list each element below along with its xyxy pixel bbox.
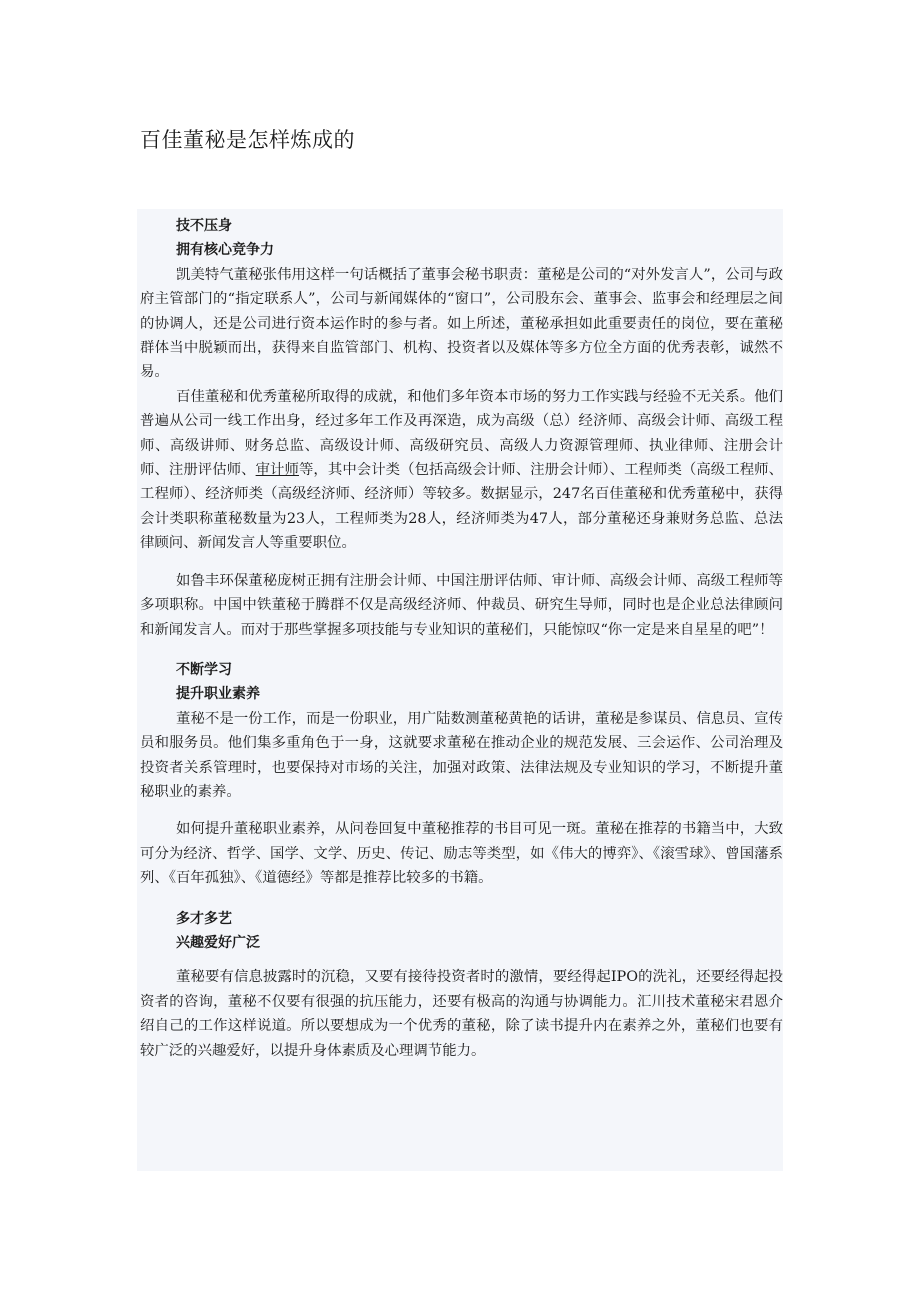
paragraph-1-3: 如鲁丰环保董秘庞树正拥有注册会计师、中国注册评估师、审计师、高级会计师、高级工程师等多项职称。中国中铁董秘于腾群不仅是高级经济师、仲裁员、研究生导师，同时也是企业总法律顾问和新闻发言人。而对于那些掌握多项技能与专业知识的董秘们，只能惊叹“你一定是来自星星的吧”！: [140, 572, 783, 638]
section-heading-3a: 多才多艺: [176, 910, 232, 927]
paragraph-1-2: [140, 385, 783, 556]
paragraph-2-1: 董秘不是一份工作，而是一份职业，用广陆数测董秘黄艳的话讲，董秘是参谋员、信息员、宣传员和服务员。他们集多重角色于一身，这就要求董秘在推动企业的规范发展、三会运作、公司治理及投资者关系管理时，也要保持对市场的关注，加强对政策、法律法规及专业知识的学习，不断提升董秘职业的素养。: [140, 710, 783, 800]
paragraph-3-1: 董秘要有信息披露时的沉稳，又要有接待投资者时的激情，要经得起IPO的洗礼，还要经得起投资者的咨询，董秘不仅要有很强的抗压能力，还要有极高的沟通与协调能力。汇川技术董秘宋君恩介绍自己的工作这样说道。所以要想成为一个优秀的董秘，除了读书提升内在素养之外，董秘们也要有较广泛的兴趣爱好，以提升身体素质及心理调节能力。: [140, 969, 783, 1059]
section-heading-1a: 技不压身: [176, 218, 232, 234]
auditor-link[interactable]: 审计师: [255, 462, 299, 479]
section-heading-3b: 兴趣爱好广泛: [176, 934, 260, 951]
paragraph-2-2: 如何提升董秘职业素养，从问卷回复中董秘推荐的书目可见一斑。董秘在推荐的书籍当中，大致可分为经济、哲学、国学、文学、历史、传记、励志等类型，如《伟大的博弈》、《滚雪球》、曾国藩系列、《百年孤独》、《道德经》等都是推荐比较多的书籍。: [140, 821, 783, 887]
article-body: [140, 214, 783, 1063]
paragraph-1-2-text-b: 等，其中会计类（包括高级会计师、注册会计师）、工程师类（高级工程师、工程师）、经济师类（高级经济师、经济师）等较多。数据显示，247名百佳董秘和优秀董秘中，获得会计类职称董秘数量为23人，工程师类为28人，经济师类为47人，部分董秘还身兼财务总监、总法律顾问、新闻发言人等重要职位。: [140, 462, 783, 552]
paragraph-1-1: 凯美特气董秘张伟用这样一句话概括了董事会秘书职责：董秘是公司的“对外发言人”，公司与政府主管部门的“指定联系人”，公司与新闻媒体的“窗口”，公司股东会、董事会、监事会和经理层之间的协调人，还是公司进行资本运作时的参与者。如上所述，董秘承担如此重要责任的岗位，要在董秘群体当中脱颖而出，获得来自监管部门、机构、投资者以及媒体等多方位全方面的优秀表彰，诚然不易。: [140, 266, 783, 381]
paragraph-1-2-text-a: 百佳董秘和优秀董秘所取得的成就，和他们多年资本市场的努力工作实践与经验不无关系。他们普遍从公司一线工作出身，经过多年工作及再深造，成为高级（总）经济师、高级会计师、高级工程师、高级讲师、财务总监、高级设计师、高级研究员、高级人力资源管理师、执业律师、注册会计师、注册评估师、: [140, 388, 783, 479]
section-heading-1b: 拥有核心竞争力: [176, 242, 274, 259]
section-heading-2a: 不断学习: [176, 661, 232, 678]
section-heading-2b: 提升职业素养: [176, 686, 260, 703]
document-title: 百佳董秘是怎样炼成的: [140, 128, 355, 152]
